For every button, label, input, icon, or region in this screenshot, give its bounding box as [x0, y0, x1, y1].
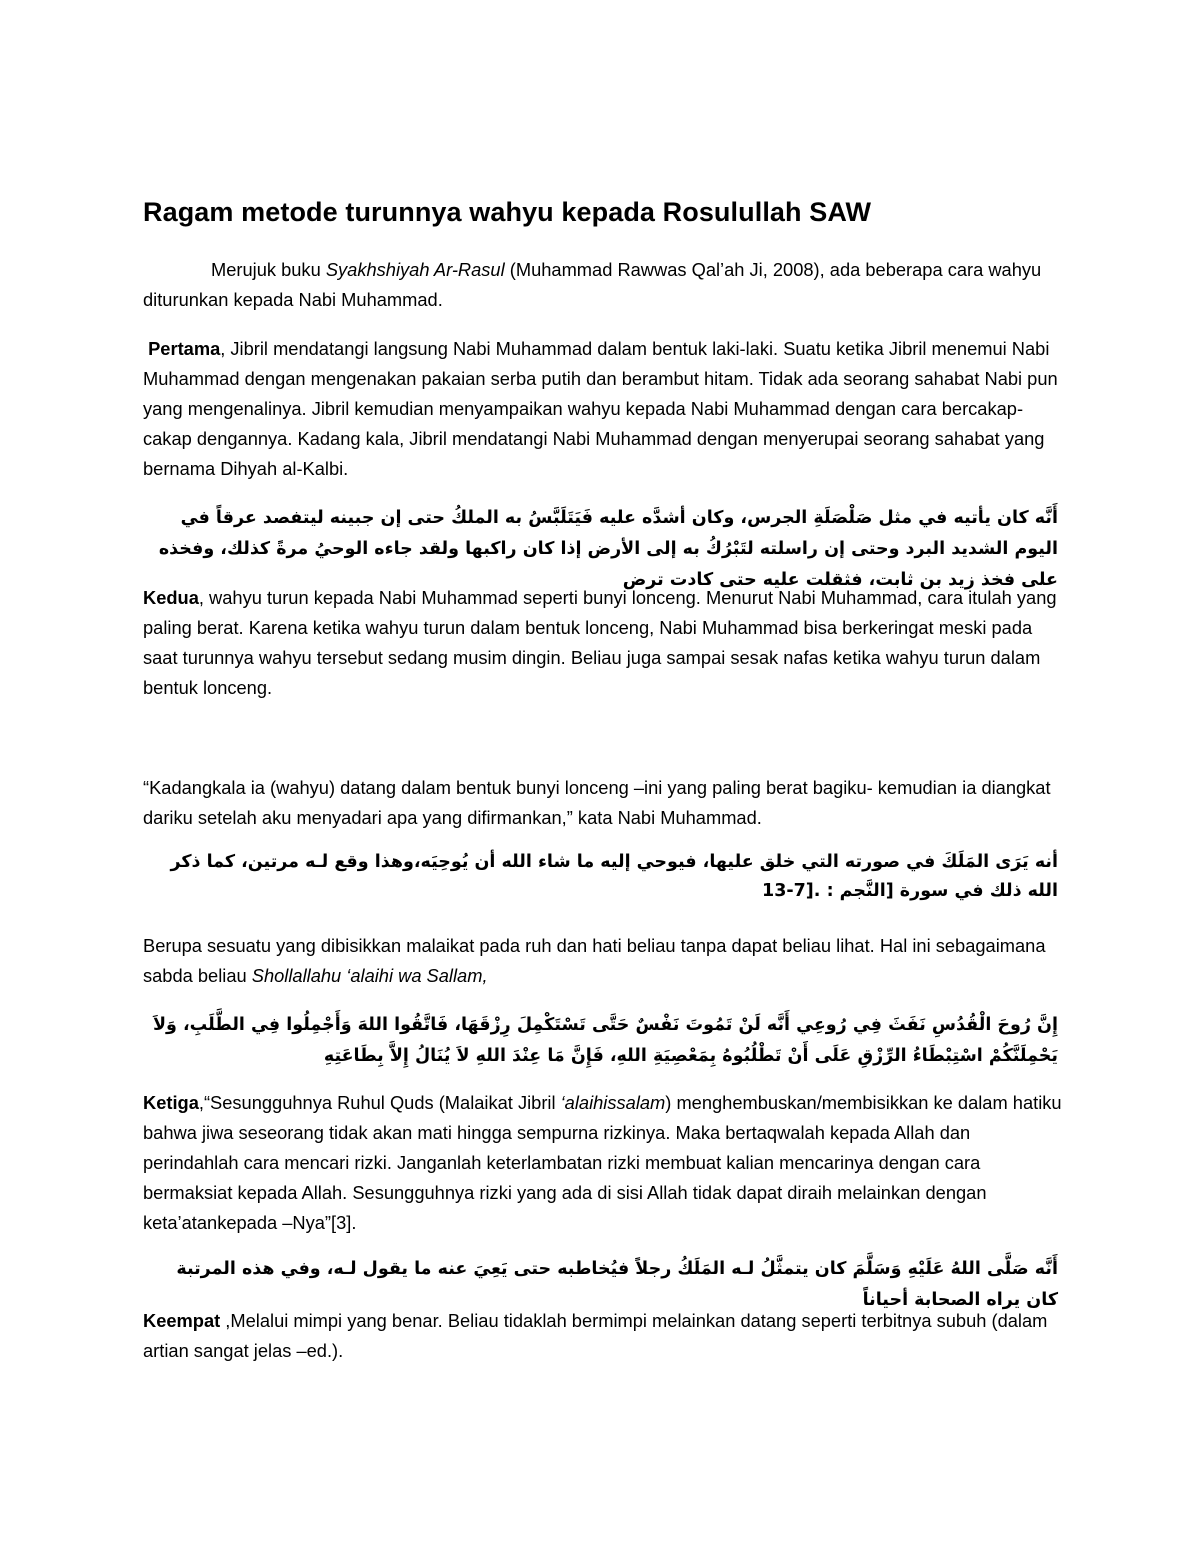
intro-post: (Muhammad Rawwas Qal’ah Ji, 2008), ada beberapa cara wahyu diturunkan kepada Nabi Muhammad. — [143, 259, 1042, 310]
arabic-quote-2-text: أنه يَرَى المَلَكَ في صورته التي خلق عليها، فيوحي إليه ما شاء الله أن يُوحِيَه،وهذا وقع لـه مرتين، كما ذكر الله ذلك في سورة [النَّجم : — [170, 852, 1058, 901]
arabic-quote-4: أَنَّه صَلَّى اللهُ عَلَيْهِ وَسَلَّمَ كان يتمثَّلُ لـه المَلَكُ رجلاً فيُخاطبه حتى يَعِيَ عنه ما يقول لـه، وفي هذه المرتبة كان يراه الصحابة أحياناً — [176, 1259, 1058, 1310]
intro-paragraph — [143, 255, 1063, 315]
kedua-paragraph — [143, 583, 1063, 703]
book-title: Syakhshiyah Ar-Rasul — [325, 259, 505, 280]
salutation: Shollallahu ‘alaihi wa Sallam, — [251, 965, 488, 986]
surah-reference: 13-7]. — [762, 881, 821, 901]
ketiga-pre: ,“Sesungguhnya Ruhul Quds (Malaikat Jibril — [198, 1092, 561, 1113]
pertama-label: Pertama — [148, 338, 221, 359]
keempat-label: Keempat — [143, 1310, 221, 1331]
pertama-text: , Jibril mendatangi langsung Nabi Muhammad dalam bentuk laki-laki. Suatu ketika Jibril menemui Nabi Muhammad dengan mengenakan pakaian serba putih dan berambut hitam. Tidak ada seorang sahabat Nabi pun yang mengenalinya. Jibril kemudian menyampaikan wahyu kepada Nabi Muhammad dengan cara bercakap-cakap dengannya. Kadang kala, Jibril mendatangi Nabi Muhammad dengan menyerupai seorang sahabat yang bernama Dihyah al-Kalbi. — [143, 338, 1058, 479]
arabic-quote-1: أَنَّه كان يأتيه في مثل صَلْصَلَةِ الجرس، وكان أشدَّه عليه فَيَتَلَبَّسُ به الملكُ حتى إن جبينه ليتفصد عرقاً في اليوم الشديد البرد وحتى إن راسلته لتَبْرُكُ به إلى الأرض إذا كان راكبها ولقد جاءه الوحيُ مرةً كذلك، وفخذه على فخذ زيد بن ثابت، فثقلت عليه حتى كادت ترض — [158, 508, 1058, 590]
ketiga-intro-paragraph — [143, 931, 1063, 991]
page-title: Ragam metode turunnya wahyu kepada Rosulullah SAW — [143, 197, 872, 227]
ketiga-intro-text: Berupa sesuatu yang dibisikkan malaikat pada ruh dan hati beliau tanpa dapat beliau lihat. Hal ini sebagaimana sabda beliau — [143, 935, 1046, 986]
keempat-paragraph — [143, 1306, 1063, 1366]
arabic-quote-3: إِنَّ رُوحَ الْقُدُسِ نَفَثَ فِي رُوعِي أَنَّه لَنْ تَمُوتَ نَفْسٌ حَتَّى تَسْتَكْمِلَ رِزْقَهَا، فَاتَّقُوا اللهَ وَأَجْمِلُوا فِي الطَّلَبِ، وَلاَ يَحْمِلَنَّكُمْ اسْتِبْطَاءُ الرِّزْقِ عَلَى أَنْ تَطْلُبُوهُ بِمَعْصِيَةِ اللهِ، فَإِنَّ مَا عِنْدَ اللهِ لاَ يُنَالُ إِلاَّ بِطَاعَتِهِ — [152, 1015, 1058, 1066]
hadith-quote-1: “Kadangkala ia (wahyu) datang dalam bentuk bunyi lonceng –ini yang paling berat bagiku- kemudian ia diangkat dariku setelah aku menyadari apa yang difirmankan,” kata Nabi Muhammad. — [143, 777, 1051, 828]
kedua-text: , wahyu turun kepada Nabi Muhammad seperti bunyi lonceng. Menurut Nabi Muhammad, cara itulah yang paling berat. Karena ketika wahyu turun dalam bentuk lonceng, Nabi Muhammad bisa berkeringat meski pada saat turunnya wahyu tersebut sedang musim dingin. Beliau juga sampai sesak nafas ketika wahyu turun dalam bentuk lonceng. — [143, 587, 1057, 698]
kedua-label: Kedua — [143, 587, 199, 608]
keempat-text: ,Melalui mimpi yang benar. Beliau tidaklah bermimpi melainkan datang seperti terbitnya subuh (dalam artian sangat jelas –ed.). — [143, 1310, 1048, 1361]
ketiga-label: Ketiga — [143, 1092, 199, 1113]
ketiga-post: ) menghembuskan/membisikkan ke dalam hatiku bahwa jiwa seseorang tidak akan mati hingga sempurna rizkinya. Maka bertaqwalah kepada Allah dan perindahlah cara mencari rizki. Janganlah keterlambatan rizki membuat kalian mencarinya dengan cara bermaksiat kepada Allah. Sesungguhnya rizki yang ada di sisi Allah tidak dapat diraih melainkan dengan keta’atankepada –Nya”[3]. — [143, 1092, 1062, 1233]
ketiga-italic: ‘alaihissalam — [560, 1092, 666, 1113]
intro-pre: Merujuk buku — [211, 259, 326, 280]
arabic-quote-2 — [140, 848, 1058, 906]
pertama-paragraph — [143, 334, 1063, 484]
ketiga-paragraph — [143, 1088, 1063, 1238]
